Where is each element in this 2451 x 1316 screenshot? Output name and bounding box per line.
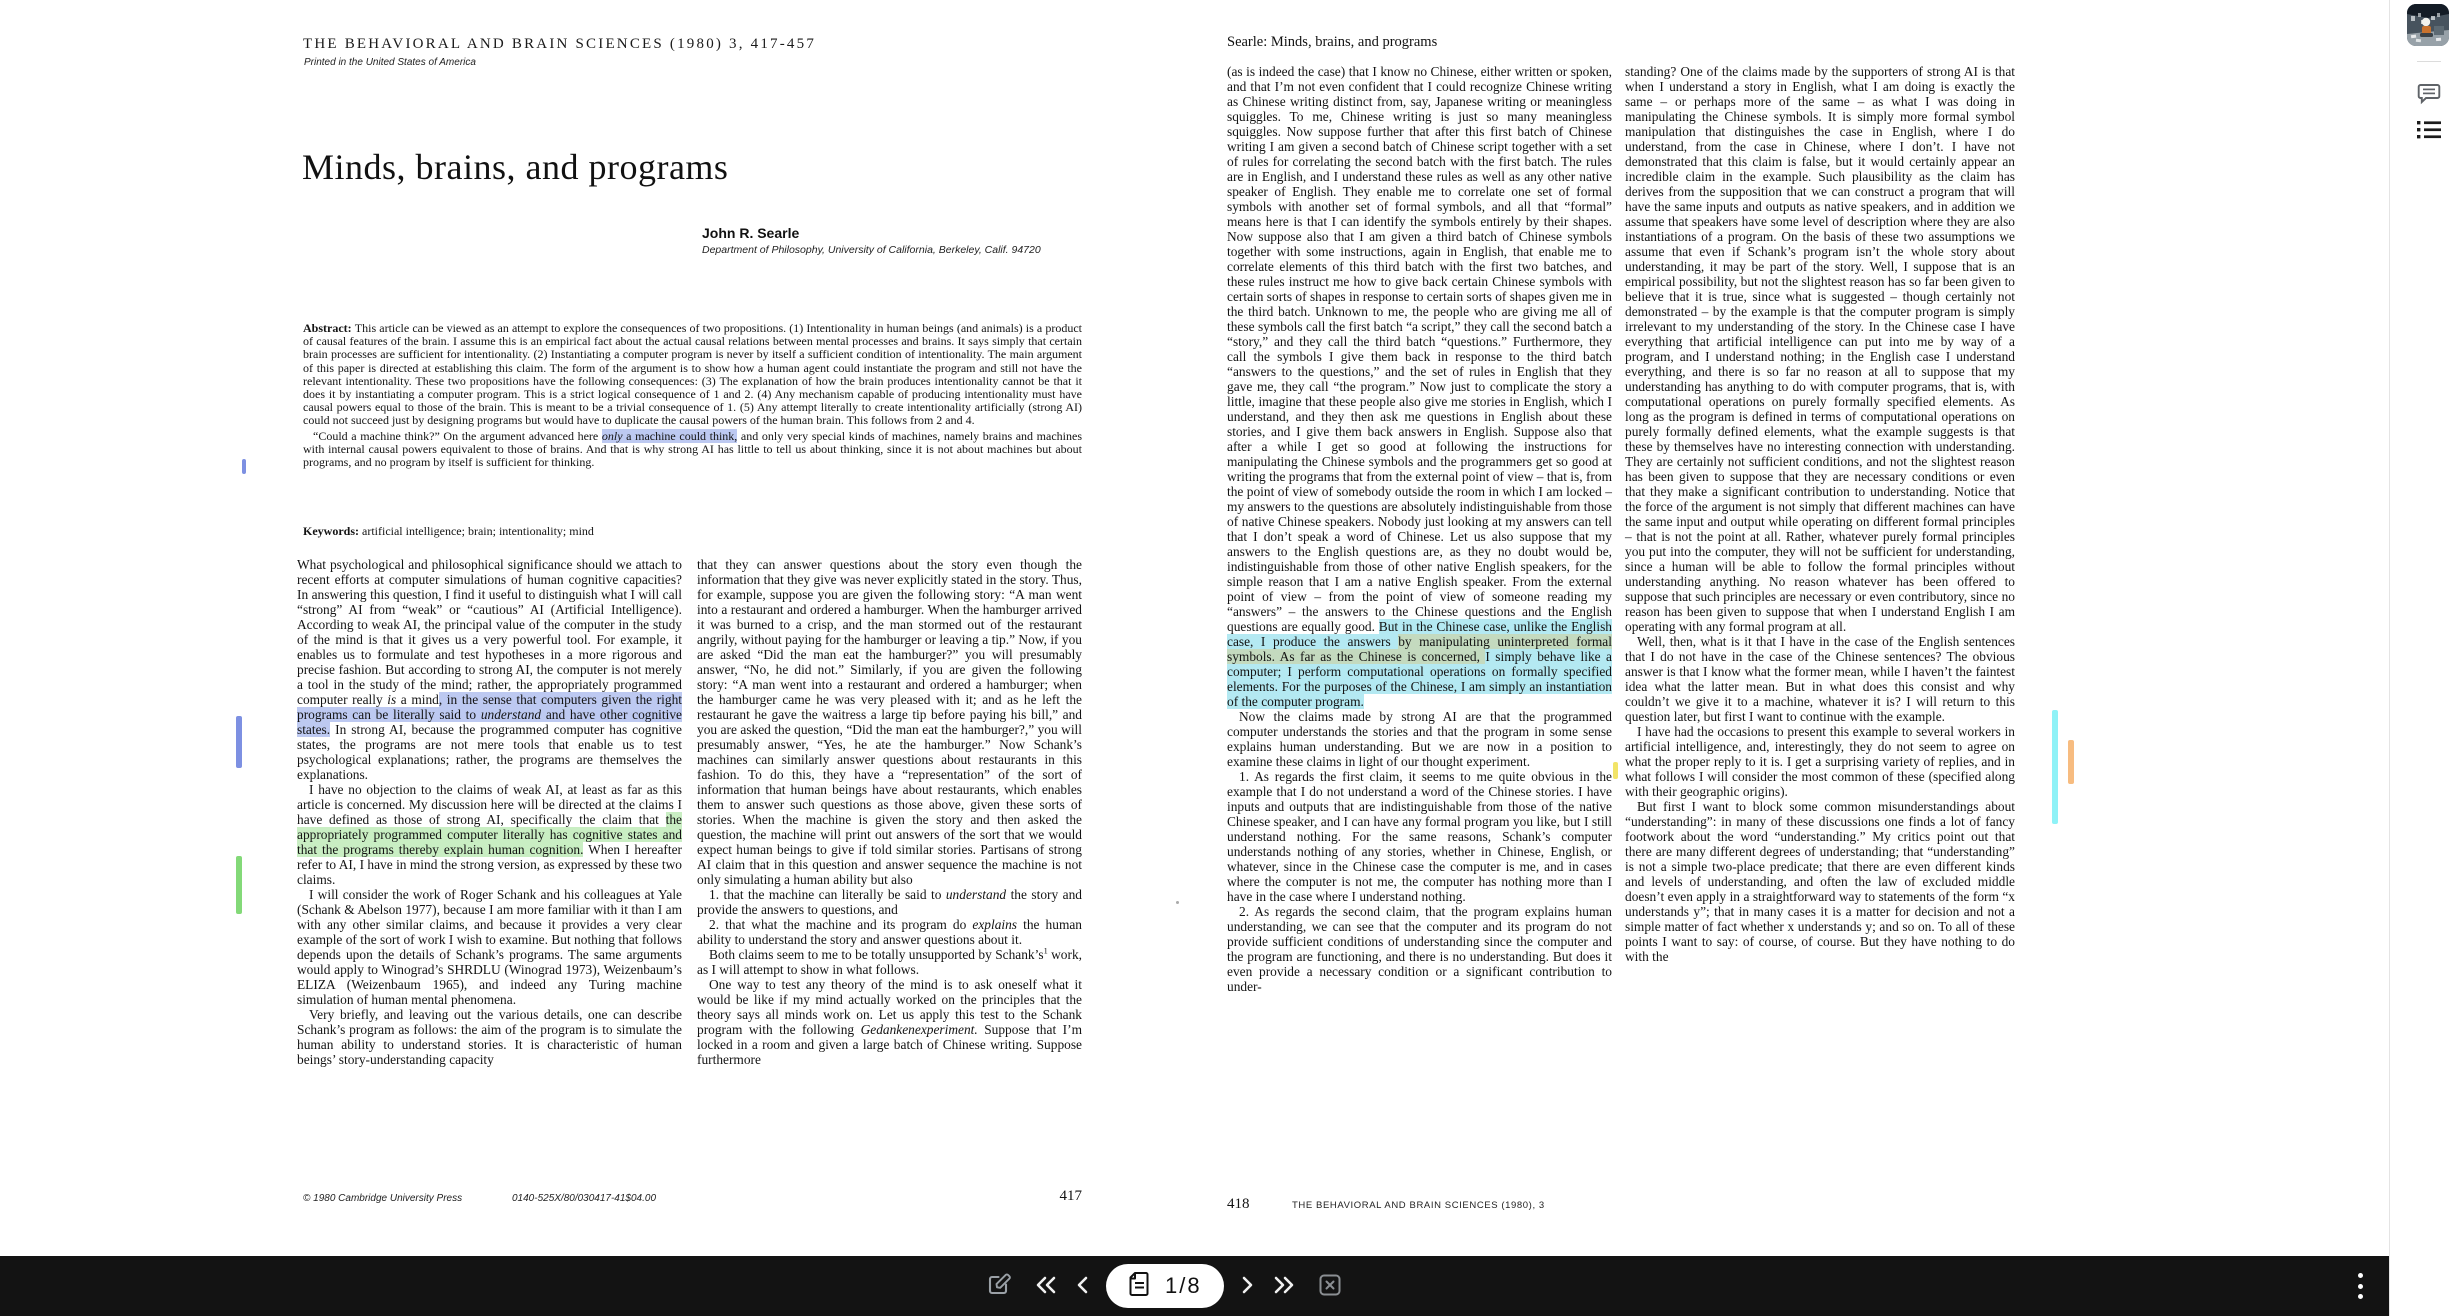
paragraph bbox=[697, 557, 1082, 887]
previous-page-icon bbox=[1076, 1274, 1090, 1299]
text-run: 1 bbox=[1043, 946, 1048, 956]
highlight-annotation[interactable]: and have other cognitive states. bbox=[297, 707, 682, 737]
text-run: Both claims seem to me to be totally unsupported by Schank’s bbox=[709, 947, 1044, 962]
text-run: Very briefly, and leaving out the various details, one can describe Schank’s program as follows: the aim of the program is to simulate the human ability to understand stories. It is characteristic of human beings’ story-understanding capacity bbox=[297, 1007, 682, 1067]
printed-note: Printed in the United States of America bbox=[304, 57, 476, 68]
previous-page-button[interactable] bbox=[1076, 1274, 1090, 1299]
text-run: explains bbox=[972, 917, 1018, 932]
sidebar-divider bbox=[2417, 61, 2441, 62]
paragraph bbox=[1227, 709, 1612, 769]
paragraph bbox=[1625, 634, 2015, 724]
text-run: Well, then, what is it that I have in the case of the English sentences that I do not have in the case of the Chinese sentences? The obvious answer is that I know what the former mean, while I haven’t the faintest idea what the latter mean. But in what does this consist and why couldn’t we give it to a machine, whatever it is? I will return to this question later, but first I want to continue with the example. bbox=[1625, 634, 2015, 724]
text-run: artificial intelligence; brain; intentionality; mind bbox=[362, 524, 594, 538]
paragraph bbox=[1227, 904, 1612, 994]
annotate-icon bbox=[986, 1272, 1012, 1301]
margin-annotation-mark-orange[interactable] bbox=[2068, 740, 2074, 784]
text-run: Suppose that I’m locked in a room and given a large batch of Chinese writing. Suppose furthermore bbox=[697, 1022, 1083, 1067]
highlight-annotation[interactable]: the appropriately programmed computer literally has cognitive states and that the programs thereby explain human cognition. bbox=[297, 812, 682, 857]
text-run: 2. As regards the second claim, that the program explains human understanding, we can see that the computer and its program do not provide sufficient conditions of understanding since the computer and the program are functioning, and there is no understanding. But does it even provide a necessary condition or a significant contribution to under- bbox=[1227, 904, 1612, 994]
text-run: But first I want to block some common misunderstandings about “understanding”: in many of these discussions one finds a lot of fancy footwork about the word “understanding.” My critics point out that there are many different degrees of understanding; that “understanding” is not a simple two-place predicate; that there are even different kinds and levels of understanding, and often the law of excluded middle doesn’t even apply in a straightforward way to statements of the form “x understands y”; that in many cases it is a matter for decision and not a simple matter of fact whether x understands y; and so on. To all of these points I want to say: of course, of course. But they have nothing to do with the bbox=[1625, 799, 2015, 964]
abstract-block bbox=[303, 322, 1082, 469]
highlight-annotation[interactable]: , in the sense that computers given the right programs can be literally said to bbox=[297, 692, 683, 722]
footer-copyright: © 1980 Cambridge University Press bbox=[303, 1193, 463, 1204]
kebab-dot bbox=[2358, 1294, 2363, 1299]
annotate-button[interactable] bbox=[986, 1272, 1012, 1301]
running-header: Searle: Minds, brains, and programs bbox=[1227, 34, 1438, 50]
paragraph bbox=[297, 1007, 682, 1067]
pdf-toolbar bbox=[0, 1256, 2389, 1316]
article-title: Minds, brains, and programs bbox=[302, 147, 729, 187]
page-417-column-2 bbox=[697, 557, 1082, 1067]
text-run: I have had the occasions to present this example to several workers in artificial intelligence, and, interestingly, they do not seem to agree on what the proper reply to it is. I get a surprising variety of replies, and in what follows I will consider the most common of these (specified along with their geographic origins). bbox=[1625, 724, 2015, 799]
first-page-icon bbox=[1034, 1274, 1058, 1299]
text-run: When I hereafter refer to AI, I have in mind the strong version, as expressed by these two claims. bbox=[297, 842, 682, 887]
close-file-button[interactable] bbox=[1318, 1273, 1342, 1300]
text-run: the human ability to understand the story and answer questions about it. bbox=[697, 917, 1082, 947]
text-run: “Could a machine think?” On the argument advanced here bbox=[313, 428, 602, 443]
margin-annotation-mark-cyan[interactable] bbox=[2052, 710, 2058, 824]
text-run: I have no objection to the claims of weak AI, at least as far as this article is concerned. My discussion here will be directed at the claims I have defined as those of strong AI, specifically the claim that bbox=[297, 782, 682, 827]
margin-annotation-mark-green[interactable] bbox=[236, 856, 242, 914]
page-number-417: 417 bbox=[1059, 1188, 1082, 1204]
more-options-button[interactable] bbox=[2353, 1273, 2367, 1299]
page-418-column-2 bbox=[1625, 64, 2015, 964]
toolbar-center-group bbox=[986, 1256, 1342, 1316]
highlight-annotation[interactable]: by manipulating uninterpreted formal symbols. As far as the Chinese is concerned, bbox=[1227, 634, 1612, 664]
first-page-button[interactable] bbox=[1034, 1274, 1058, 1299]
kebab-dot bbox=[2358, 1273, 2363, 1278]
text-run: This article can be viewed as an attempt to explore the consequences of two propositions. (1) Intentionality in human beings (and animals) is a product of causal features of the brain. I assume this is an empirical fact about the actual causal relations between mental processes and brains. It says simply that certain brain processes are sufficient for intentionality. (2) Instantiating a computer program is never by itself a sufficient condition of intentionality. The main argument of this paper is directed at establishing this claim. The form of the argument is to show how a human agent could instantiate the program and still not have the relevant intentionality. These two propositions have the following consequences: (3) The explanation of how the brain produces intentionality cannot be that it does it by instantiating a computer program. This is a strict logical consequence of 1 and 2. (4) Any mechanism capable of producing intentionality must have causal powers equal to those of the brain. This is meant to be a trivial consequence of 1. (5) Any attempt literally to create intentionality artificially (strong AI) could not succeed just by designing programs but would have to duplicate the causal powers of the human brain. This follows from 2 and 4. bbox=[303, 321, 1082, 428]
outline-list-icon[interactable] bbox=[2416, 118, 2442, 142]
paragraph bbox=[1625, 64, 2015, 634]
last-page-button[interactable] bbox=[1272, 1274, 1296, 1299]
highlight-annotation[interactable]: understand bbox=[480, 707, 542, 722]
keywords-line bbox=[303, 524, 1082, 539]
text-run: that they can answer questions about the story even though the information that they give was never explicitly stated in the story. Thus, for example, suppose you are given the following story: “A man went into a restaurant and ordered a hamburger. When the hamburger arrived it was burned to a crisp, and the man stormed out of the restaurant angrily, without paying for the hamburger or leaving a tip.” Now, if you are asked “Did the man eat the hamburger?” you will presumably answer, “No, he did not.” Similarly, if you are given the following story: “A man went into a restaurant and ordered a hamburger; when the hamburger came he was very pleased with it; and as he left the restaurant he gave the waitress a large tip before paying his bill,” and you are asked the question, “Did the man eat the hamburger?,” you will presumably answer, “Yes, he ate the hamburger.” Now Schank’s machines can similarly answer questions about restaurants in this fashion. To do this, they have a “representation” of the sort of information that human beings have about restaurants, which enables them to answer such questions as those above, given these sorts of stories. When the machine is given the story and then asked the question, the machine will print out answers of the sort that we would expect human beings to give if told similar stories. Partisans of strong AI claim that in this question and answer sequence the machine is not only simulating a human ability but also bbox=[697, 557, 1082, 887]
page-indicator: 1/8 bbox=[1165, 1273, 1202, 1298]
page-418-column-1 bbox=[1227, 64, 1612, 994]
chinese-room-cartoon bbox=[2407, 4, 2449, 46]
paragraph bbox=[697, 977, 1082, 1067]
text-run: the story and provide the answers to questions, and bbox=[697, 887, 1082, 917]
footer-issn-code: 0140-525X/80/030417-41$04.00 bbox=[512, 1193, 657, 1204]
text-run: In strong AI, because the programmed computer has cognitive states, the programs are not mere tools that enable us to test psychological explanations; rather, the programs are themselves the explanations. bbox=[297, 722, 682, 782]
text-run: Gedankenexperiment. bbox=[860, 1022, 978, 1037]
text-run: standing? One of the claims made by the supporters of strong AI is that when I understand a story in English, what I am doing is exactly the same – or perhaps more of the same – as what I was doing in manipulating the Chinese symbols. It is simply more formal symbol manipulation that distinguishes the case in English, where I do understand, from the case in Chinese, where I don’t. I have not demonstrated that this claim is false, but it would certainly appear an incredible claim in the example. Such plausibility as the claim has derives from the supposition that we can construct a program that will have the same inputs and outputs as native speakers, and in addition we assume that speakers have some level of description where they are also instantiations of a program. On the basis of these two assumptions we assume that even if Schank’s program isn’t the whole story about understanding, it may be part of the story. Well, I suppose that is an empirical possibility, but not the slightest reason has so far been given to believe that it is true, since what is suggested – though certainly not demonstrated – by the example is that the computer program is simply irrelevant to my understanding of the story. In the Chinese case I have everything that artificial intelligence can put into me by way of a program, and I understand nothing; in the English case I understand everything, and there is so far no reason at all to suppose that my understanding has anything to do with computer programs, that is, with computational operations on purely formally specified elements. As long as the program is defined in terms of computational operations on purely formally defined elements, what the example suggests is that these by themselves have no interesting connection with understanding. They are certainly not sufficient conditions, and not the slightest reason has been given to suppose that they are necessary conditions or even that they make a significant contribution to understanding. Notice that the force of the argument is not simply that different machines can have the same input and output while operating on different formal principles – that is not the point at all. Rather, whatever purely formal principles you put into the computer, they will not be sufficient for understanding, since a human will be able to follow the formal principles without understanding anything. No reason whatever has been offered to suppose that such principles are necessary or even contributory, since no reason has been given to suppose that when I understand English I am operating with any formal program at all. bbox=[1625, 64, 2015, 634]
right-sidebar bbox=[2389, 0, 2451, 1316]
text-run: 1. that the machine can literally be said to bbox=[709, 887, 946, 902]
close-icon bbox=[1318, 1273, 1342, 1300]
text-run: and only very special kinds of machines, namely brains and machines with internal causal powers equivalent to those of brains. And that is why strong AI has little to tell us about thinking, since it is not about machines but about programs, and no program by itself is sufficient for thinking. bbox=[303, 428, 1082, 470]
document-icon bbox=[1128, 1271, 1150, 1302]
abstract-paragraph bbox=[303, 322, 1082, 428]
text-run: understand bbox=[945, 887, 1007, 902]
text-run: 1. As regards the first claim, it seems to me quite obvious in the example that I do not understand a word of the Chinese stories. I have inputs and outputs that are indistinguishable from those of the native Chinese speaker, and I can have any formal program you like, but I still understand nothing. For the same reasons, Schank’s computer understands nothing of any stories, whether in Chinese, English, or whatever, since in the Chinese case the computer is me, and in cases where the computer is not me, the computer has nothing more than I have in the case where I understand nothing. bbox=[1227, 769, 1612, 904]
highlight-annotation[interactable]: I simply behave like a computer; I perform computational operations on formally specified elements. For the purposes of the Chinese, I am simply an instantiation of the computer program. bbox=[1227, 649, 1612, 709]
footer-journal-name: THE BEHAVIORAL AND BRAIN SCIENCES (1980), 3 bbox=[1292, 1200, 1545, 1211]
text-run: One way to test any theory of the mind is to ask oneself what it would be like if my mind actually worked on the principles that the theory says all minds work on. Let us apply this test to the Schank program with the following bbox=[697, 977, 1082, 1037]
text-run: What psychological and philosophical significance should we attach to recent efforts at computer simulations of human cognitive capacities? In answering this question, I find it useful to distinguish what I will call “strong” AI from “weak” or “cautious” AI (Artificial Intelligence). According to weak AI, the principal value of the computer in the study of the mind is that it gives us a very powerful tool. For example, it enables us to formulate and test hypotheses in a more rigorous and precise fashion. But according to strong AI, the computer is not merely a tool in the study of the mind; rather, the appropriately programmed computer really bbox=[297, 557, 682, 707]
text-run: I will consider the work of Roger Schank and his colleagues at Yale (Schank & Abelson 1977), because I am more familiar with it than I am with any other similar claims, and because it provides a very clear example of the sort of work I wish to examine. But nothing that follows depends upon the details of Schank’s programs. The same arguments would apply to Winograd’s SHRDLU (Winograd 1973), Weizenbaum’s ELIZA (Weizenbaum 1965), and indeed any Turing machine simulation of human mental phenomena. bbox=[297, 887, 682, 1007]
comment-annotation-icon[interactable] bbox=[2416, 82, 2442, 106]
margin-annotation-mark-blue-small[interactable] bbox=[242, 459, 246, 474]
highlight-annotation[interactable]: only bbox=[601, 428, 623, 443]
gutter-annotation-mark-yellow[interactable] bbox=[1613, 762, 1618, 779]
kebab-dot bbox=[2358, 1284, 2363, 1289]
highlight-annotation[interactable]: a machine could think, bbox=[622, 428, 738, 443]
paragraph bbox=[297, 557, 682, 782]
paragraph bbox=[1227, 769, 1612, 904]
paragraph bbox=[697, 917, 1082, 947]
last-page-icon bbox=[1272, 1274, 1296, 1299]
next-page-button[interactable] bbox=[1240, 1274, 1254, 1299]
paragraph bbox=[1625, 799, 2015, 964]
paragraph bbox=[697, 887, 1082, 917]
highlight-annotation[interactable]: But in the Chinese case, unlike the English case, I produce the answers bbox=[1227, 619, 1612, 649]
author-affiliation: Department of Philosophy, University of California, Berkeley, Calif. 94720 bbox=[702, 244, 1041, 256]
paragraph bbox=[297, 887, 682, 1007]
text-run: Now the claims made by strong AI are that the programmed computer understands the stories and that the program in some sense explains human understanding. But we are now in a position to examine these claims in light of our thought experiment. bbox=[1227, 709, 1612, 769]
text-run: work, as I will attempt to show in what follows. bbox=[697, 947, 1082, 977]
page-417-column-1 bbox=[297, 557, 682, 1067]
page-thumbnail-image[interactable] bbox=[2407, 4, 2449, 46]
author-name: John R. Searle bbox=[702, 225, 800, 241]
ink-speck bbox=[1176, 901, 1179, 904]
paragraph bbox=[1227, 64, 1612, 709]
margin-annotation-mark-blue[interactable] bbox=[236, 716, 242, 768]
text-run: is bbox=[387, 692, 397, 707]
paragraph bbox=[697, 947, 1082, 977]
page-indicator-pill[interactable] bbox=[1106, 1264, 1224, 1308]
page-number-418: 418 bbox=[1227, 1196, 1250, 1212]
paragraph bbox=[297, 782, 682, 887]
text-run: 2. that what the machine and its program do bbox=[709, 917, 973, 932]
text-run: Keywords: bbox=[303, 524, 362, 538]
paragraph bbox=[1625, 724, 2015, 799]
abstract-quote-paragraph bbox=[303, 430, 1082, 470]
journal-header: THE BEHAVIORAL AND BRAIN SCIENCES (1980) 3, 417-457 bbox=[303, 36, 817, 52]
text-run: (as is indeed the case) that I know no Chinese, either written or spoken, and that I’m not even confident that I could recognize Chinese writing as Chinese writing distinct from, say, Japanese writing or meaningless squiggles. To me, Chinese writing is just so many meaningless squiggles. Now suppose further that after this first batch of Chinese writing I am given a second batch of Chinese script together with a set of rules for correlating the second batch with the first batch. The rules are in English, and I understand these rules as well as any other native speaker of English. They enable me to correlate one set of formal symbols with another set of formal symbols, and all that “formal” means here is that I can identify the symbols entirely by their shapes. Now suppose also that I am given a third batch of Chinese symbols together with some instructions, again in English, that enable me to correlate elements of this third batch with the first two batches, and these rules instruct me how to give back certain Chinese symbols with certain sorts of shapes in response to certain sorts of shapes given me in the third batch. Unknown to me, the people who are giving me all of these symbols call the first batch “a script,” they call the second batch a “story,” and they call the third batch “questions.” Furthermore, they call the symbols I give them back in response to the third batch “answers to the questions,” and the set of rules in English that they gave me, they call “the program.” Now just to complicate the story a little, imagine that these people also give me stories in English, which I understand, and they then ask me questions in English about these stories, and I give them back answers in English. Suppose also that after a while I get so good at following the instructions for manipulating the Chinese symbols and the programmers get so good at writing the programs that from the external point of view – that is, from the point of view of somebody outside the room in which I am locked – my answers to the questions are absolutely indistinguishable from those of native Chinese speakers. Nobody just looking at my answers can tell that I don’t speak a word of Chinese. Let us also suppose that my answers to the English questions are, as they no doubt would be, indistinguishable from those of other native English speakers, for the simple reason that I am a native English speaker. From the external point of view – from the point of view of someone reading my “answers” – the answers to the Chinese questions and the English questions are equally good. bbox=[1227, 64, 1612, 634]
text-run: Abstract: bbox=[303, 321, 355, 335]
next-page-icon bbox=[1240, 1274, 1254, 1299]
text-run: a mind bbox=[396, 692, 439, 707]
